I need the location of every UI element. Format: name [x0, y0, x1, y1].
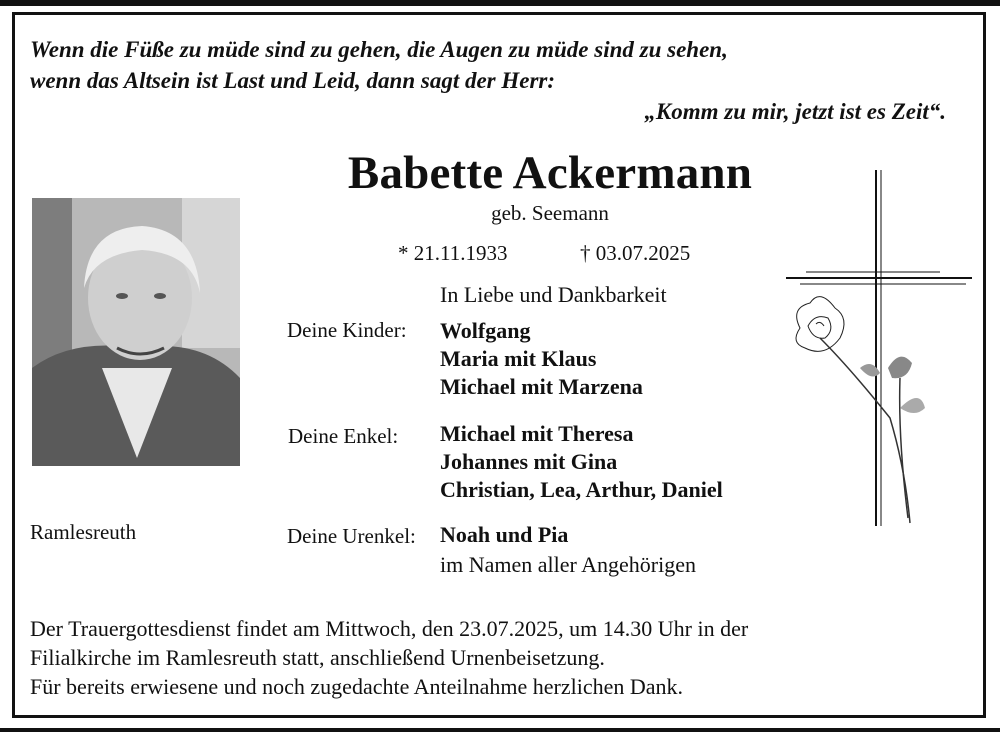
children-list	[440, 317, 643, 401]
list-item: Noah und Pia	[440, 522, 569, 547]
maiden-name: geb. Seemann	[491, 201, 609, 225]
dedication-line: In Liebe und Dankbarkeit	[440, 282, 667, 307]
list-item: Johannes mit Gina	[440, 449, 618, 474]
verse-line-3: „Komm zu mir, jetzt ist es Zeit“.	[644, 99, 946, 124]
deceased-name: Babette Ackermann	[347, 147, 753, 199]
death-date: † 03.07.2025	[580, 241, 691, 265]
portrait-illustration	[32, 198, 240, 466]
list-item: Michael mit Theresa	[440, 421, 634, 446]
top-rule	[0, 0, 1000, 6]
list-item: Maria mit Klaus	[440, 346, 597, 371]
greatgrandchildren-label: Deine Urenkel:	[287, 524, 416, 548]
children-label: Deine Kinder:	[287, 318, 407, 342]
list-item: Wolfgang	[440, 318, 531, 343]
greatgrandchildren-list	[440, 521, 568, 549]
service-notice	[30, 614, 970, 701]
list-item: Christian, Lea, Arthur, Daniel	[440, 477, 723, 502]
on-behalf-line: im Namen aller Angehörigen	[440, 552, 696, 577]
grandchildren-list	[440, 420, 723, 504]
bottom-rule	[0, 728, 1000, 732]
residence-place: Ramlesreuth	[30, 520, 137, 544]
verse-line-1: Wenn die Füße zu müde sind zu gehen, die Augen zu müde sind zu sehen,	[30, 37, 728, 62]
poem-verse	[30, 34, 950, 127]
service-line-1: Der Trauergottesdienst findet am Mittwoch, den 23.07.2025, um 14.30 Uhr in der	[30, 616, 749, 641]
service-line-2: Filialkirche im Ramlesreuth statt, anschließend Urnenbeisetzung.	[30, 645, 605, 670]
verse-line-2: wenn das Altsein ist Last und Leid, dann sagt der Herr:	[30, 68, 556, 93]
birth-date: * 21.11.1933	[398, 241, 508, 265]
cross-with-rose-icon	[780, 168, 980, 528]
service-line-3: Für bereits erwiesene und noch zugedachte Anteilnahme herzlichen Dank.	[30, 674, 684, 699]
grandchildren-label: Deine Enkel:	[288, 424, 399, 448]
portrait-photo	[32, 198, 240, 466]
list-item: Michael mit Marzena	[440, 374, 643, 399]
